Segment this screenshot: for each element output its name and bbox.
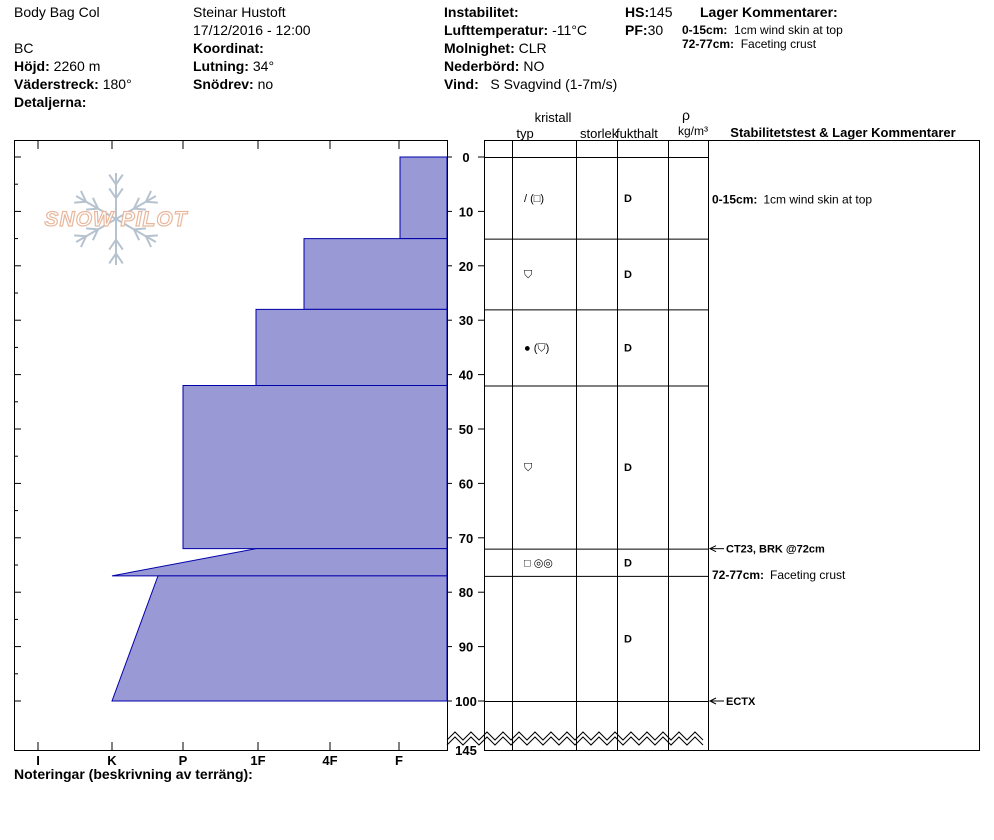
y-tick-label: 145 xyxy=(455,743,477,758)
y-tick-label: 10 xyxy=(458,204,474,220)
snowflake-branch xyxy=(116,188,123,198)
layer-table-frame xyxy=(485,141,980,751)
snowflake-branch xyxy=(74,235,86,236)
pf-value: 30 xyxy=(647,22,664,38)
y-tick-label: 70 xyxy=(458,530,474,546)
layer-grain-type: ⛉ xyxy=(524,462,533,475)
lager-comment-range: 0-15cm: xyxy=(682,23,728,37)
col-header-density-unit: kg/m³ xyxy=(678,124,708,138)
layer-grain-type: ⛉ xyxy=(524,268,533,281)
snowflake-branch xyxy=(146,235,158,236)
lager-comment-text: 1cm wind skin at top xyxy=(734,23,843,37)
snowflake-branch xyxy=(116,240,123,250)
layer-grain-type: ● (⛉) xyxy=(524,342,550,355)
snodrev-value: no xyxy=(257,76,274,92)
hs-label: HS: xyxy=(625,4,650,20)
hardness-layer xyxy=(183,385,447,548)
y-tick-label: 0 xyxy=(462,150,470,165)
col-header-storlek: storlek xyxy=(580,126,619,141)
layer-moisture: D xyxy=(624,462,632,475)
stability-test-label: CT23, BRK @72cm xyxy=(726,543,825,556)
hardness-layer xyxy=(112,576,447,701)
region: BC xyxy=(14,40,34,56)
snowflake-branch xyxy=(74,202,86,203)
col-header-rho: ρ xyxy=(682,107,690,123)
layer-comment xyxy=(712,568,846,582)
observer: Steinar Hustoft xyxy=(193,4,286,20)
snodrev-label: Snödrev: xyxy=(193,76,254,92)
y-tick-label: 30 xyxy=(458,313,474,329)
x-tick-label: F xyxy=(395,753,403,768)
stability-test-label: ECTX xyxy=(726,696,756,708)
molnighet-label: Molnighet: xyxy=(444,40,515,56)
x-tick-label: 4F xyxy=(322,753,338,768)
y-tick-label: 80 xyxy=(458,585,474,601)
vaderstreck-value: 180° xyxy=(102,76,132,92)
detaljerna-label: Detaljerna: xyxy=(14,94,87,110)
col-header-kristall: kristall xyxy=(534,110,572,125)
lufttemp-label: Lufttemperatur: xyxy=(444,22,549,38)
layer-moisture: D xyxy=(624,268,632,281)
logo-text: SNOW PILOT xyxy=(44,208,188,231)
y-tick-label: 20 xyxy=(458,258,474,274)
lufttemp-value: -11°C xyxy=(552,22,588,38)
lutning-value: 34° xyxy=(252,58,275,74)
snowflake-branch xyxy=(109,175,116,185)
y-tick-label: 60 xyxy=(458,476,474,492)
lager-comment-text: Faceting crust xyxy=(740,37,817,51)
nederbord-value: NO xyxy=(523,58,545,74)
hardness-layer xyxy=(256,309,447,385)
layer-grain-type: □ ◎◎ xyxy=(524,557,553,570)
y-tick-label: 40 xyxy=(458,367,474,383)
layer-moisture: D xyxy=(624,633,632,646)
hs-value: 145 xyxy=(649,4,673,20)
hojd-value: 2260 m xyxy=(53,58,101,74)
hardness-layer xyxy=(112,549,447,576)
x-tick-label: K xyxy=(107,753,117,768)
instabilitet-label: Instabilitet: xyxy=(444,4,519,20)
hojd-label: Höjd: xyxy=(14,58,50,74)
koordinat-label: Koordinat: xyxy=(193,40,264,56)
col-header-fukthalt: fukthalt xyxy=(616,126,658,141)
vind-value: S Svagvind (1-7m/s) xyxy=(490,76,618,92)
hardness-layer xyxy=(304,239,447,310)
axis-break-zigzag xyxy=(447,737,703,745)
hardness-layer xyxy=(400,157,447,239)
layer-comment-text: Faceting crust xyxy=(770,567,846,582)
lutning-label: Lutning: xyxy=(193,58,249,74)
vaderstreck-label: Väderstreck: xyxy=(14,76,99,92)
datetime: 17/12/2016 - 12:00 xyxy=(193,22,311,38)
y-tick-label: 100 xyxy=(455,694,477,709)
location: Body Bag Col xyxy=(14,4,100,20)
snowflake-branch xyxy=(109,188,116,198)
snowflake-branch xyxy=(109,240,116,250)
x-tick-label: I xyxy=(36,753,40,768)
col-header-typ: typ xyxy=(516,126,534,141)
nederbord-label: Nederbörd: xyxy=(444,58,520,74)
layer-moisture: D xyxy=(624,192,632,205)
snowflake-branch xyxy=(116,254,123,264)
snowpilot-logo xyxy=(45,173,189,265)
lager-title: Lager Kommentarer: xyxy=(700,4,838,20)
footer-note: Noteringar (beskrivning av terräng): xyxy=(14,766,253,782)
col-header-stability: Stabilitetstest & Lager Kommentarer xyxy=(730,125,956,140)
lager-comment-range: 72-77cm: xyxy=(682,37,735,51)
y-tick-label: 90 xyxy=(458,639,474,655)
layer-grain-type: / (□) xyxy=(524,192,545,205)
snowflake-branch xyxy=(146,202,158,203)
layer-moisture: D xyxy=(624,557,632,570)
layer-comment xyxy=(712,193,872,207)
molnighet-value: CLR xyxy=(518,40,547,56)
layer-comment-text: 1cm wind skin at top xyxy=(763,192,873,207)
layer-comment-range: 0-15cm: xyxy=(712,192,758,207)
y-tick-label: 50 xyxy=(458,422,474,437)
layer-comment-range: 72-77cm: xyxy=(712,567,765,582)
x-tick-label: 1F xyxy=(250,753,266,768)
pf-label: PF: xyxy=(625,22,648,38)
x-tick-label: P xyxy=(178,753,188,768)
snowflake-branch xyxy=(116,175,123,185)
layer-moisture: D xyxy=(624,342,632,355)
vind-label: Vind: xyxy=(444,76,479,92)
snowflake-branch xyxy=(109,254,116,264)
